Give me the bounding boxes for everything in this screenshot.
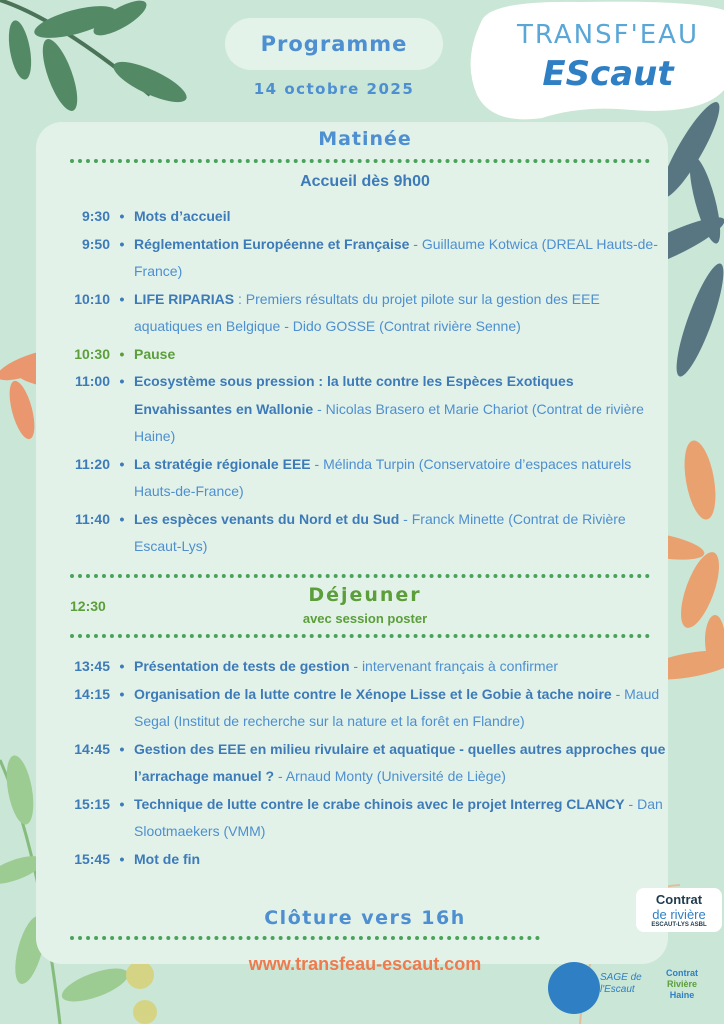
divider-closing [70, 936, 540, 940]
website-link[interactable]: www.transfeau-escaut.com [248, 954, 482, 974]
divider-lunch-bottom [70, 634, 650, 638]
programme-item [66, 736, 666, 791]
item-time: 9:30 [81, 208, 110, 224]
contrat-haine-logo [662, 968, 702, 1001]
logo-escaut: EScaut [542, 54, 674, 94]
item-description [134, 203, 666, 231]
morning-title: Matinée [318, 128, 412, 150]
bullet: • [119, 345, 125, 362]
item-title: Les espèces venants du Nord et du Sud [134, 510, 400, 527]
haine-line1: Contrat [666, 968, 698, 978]
item-speaker: - Franck Minette (Contrat de Rivière Escaut-Lys) [134, 510, 626, 554]
afternoon-programme [66, 653, 666, 873]
bullet: • [119, 850, 125, 867]
event-date: 14 octobre 2025 [253, 80, 415, 98]
item-description [134, 231, 666, 286]
lunch-subtitle: avec session poster [302, 611, 428, 626]
item-title: Mots d’accueil [134, 208, 231, 224]
item-description [134, 736, 666, 791]
item-title: Réglementation Européenne et Française [134, 235, 410, 252]
item-description [134, 846, 666, 874]
programme-item-pause [66, 341, 666, 369]
bullet: • [119, 290, 125, 307]
bullet: • [119, 455, 125, 472]
item-time: 13:45 [74, 658, 110, 674]
sage-line1: SAGE de [600, 972, 642, 983]
sage-line2: l'Escaut [600, 984, 635, 995]
item-title: Ecosystème sous pression : la lutte contre les Espèces Exotiques Envahissantes en Wallonie [134, 373, 574, 417]
bullet: • [119, 510, 125, 527]
welcome-text: Accueil dès 9h00 [300, 173, 430, 190]
leaves-top-left-icon [0, 0, 191, 115]
programme-item [66, 368, 666, 451]
bullet: • [119, 685, 125, 702]
programme-item [66, 231, 666, 286]
item-time: 9:50 [81, 235, 110, 252]
programme-item [66, 791, 666, 846]
programme-item [66, 451, 666, 506]
bullet: • [119, 740, 125, 757]
item-title: Pause [134, 345, 176, 362]
item-title: LIFE RIPARIAS [134, 290, 235, 307]
item-time: 10:30 [74, 345, 110, 362]
item-speaker: - Maud Segal (Institut de recherche sur la nature et la forêt en Flandre) [134, 685, 660, 729]
morning-programme [66, 203, 666, 561]
programme-item [66, 846, 666, 874]
item-time: 10:10 [74, 290, 110, 307]
item-speaker: - Nicolas Brasero et Marie Chariot (Contrat de rivière Haine) [134, 400, 644, 444]
item-time: 14:45 [74, 740, 110, 757]
item-time: 11:40 [74, 510, 110, 527]
item-title: Organisation de la lutte contre le Xénope Lisse et le Gobie à tache noire [134, 685, 612, 702]
item-speaker: : Premiers résultats du projet pilote sur la gestion des EEE aquatiques en Belgique - Dido GOSSE (Contrat rivière Senne) [134, 290, 600, 334]
programme-item [66, 506, 666, 561]
programme-item [66, 653, 666, 681]
item-speaker: - Mélinda Turpin (Conservatoire d’espaces naturels Hauts-de-France) [134, 455, 632, 499]
contrat-escaut-logo [636, 888, 722, 932]
logo-transfeau: TRANSF'EAU [517, 20, 699, 50]
item-time: 14:15 [74, 685, 110, 702]
sage-escaut-logo [600, 972, 648, 996]
haine-line3: Haine [669, 990, 695, 1000]
closing-text: Clôture vers 16h [264, 907, 466, 929]
item-title: Gestion des EEE en milieu rivulaire et aquatique - quelles autres approches que l’arrachage manuel ? [134, 740, 666, 784]
item-speaker: - Dan Slootmaekers (VMM) [134, 795, 663, 839]
programme-item [66, 681, 666, 736]
bullet: • [119, 795, 125, 812]
item-title: Mot de fin [134, 850, 201, 867]
divider-morning [70, 159, 650, 163]
item-speaker: - Guillaume Kotwica (DREAL Hauts-de-France) [134, 235, 658, 279]
item-time: 11:00 [74, 373, 110, 389]
sage-escaut-icon [548, 962, 600, 1014]
programme-item [66, 286, 666, 341]
item-description [134, 506, 666, 561]
contrat-escaut-line3: ESCAUT-LYS ASBL [651, 922, 707, 928]
item-speaker: - intervenant français à confirmer [349, 658, 559, 674]
item-speaker: - Arnaud Monty (Université de Liège) [274, 768, 506, 784]
lunch-time: 12:30 [70, 598, 106, 614]
item-time: 11:20 [74, 455, 110, 472]
divider-lunch-top [70, 574, 650, 578]
item-description [134, 653, 666, 681]
item-title: Présentation de tests de gestion [134, 658, 350, 674]
bullet: • [119, 658, 125, 674]
item-time: 15:45 [74, 850, 110, 867]
item-description [134, 451, 666, 506]
item-time: 15:15 [74, 795, 110, 812]
contrat-escaut-line1: Contrat [655, 892, 703, 907]
lunch-title: Déjeuner [308, 584, 422, 606]
bullet: • [119, 373, 125, 389]
contrat-escaut-line2: de rivière [652, 907, 706, 922]
item-description [134, 368, 666, 451]
item-description [134, 681, 666, 736]
item-title: La stratégie régionale EEE [134, 455, 311, 472]
item-description [134, 791, 666, 846]
item-description [134, 286, 666, 341]
bullet: • [119, 208, 125, 224]
item-title: Technique de lutte contre le crabe chinois avec le projet Interreg CLANCY [134, 795, 625, 812]
bullet: • [119, 235, 125, 252]
haine-line2: Rivière [666, 979, 698, 989]
programme-item [66, 203, 666, 231]
programme-title: Programme [225, 18, 443, 70]
item-description [134, 341, 666, 369]
